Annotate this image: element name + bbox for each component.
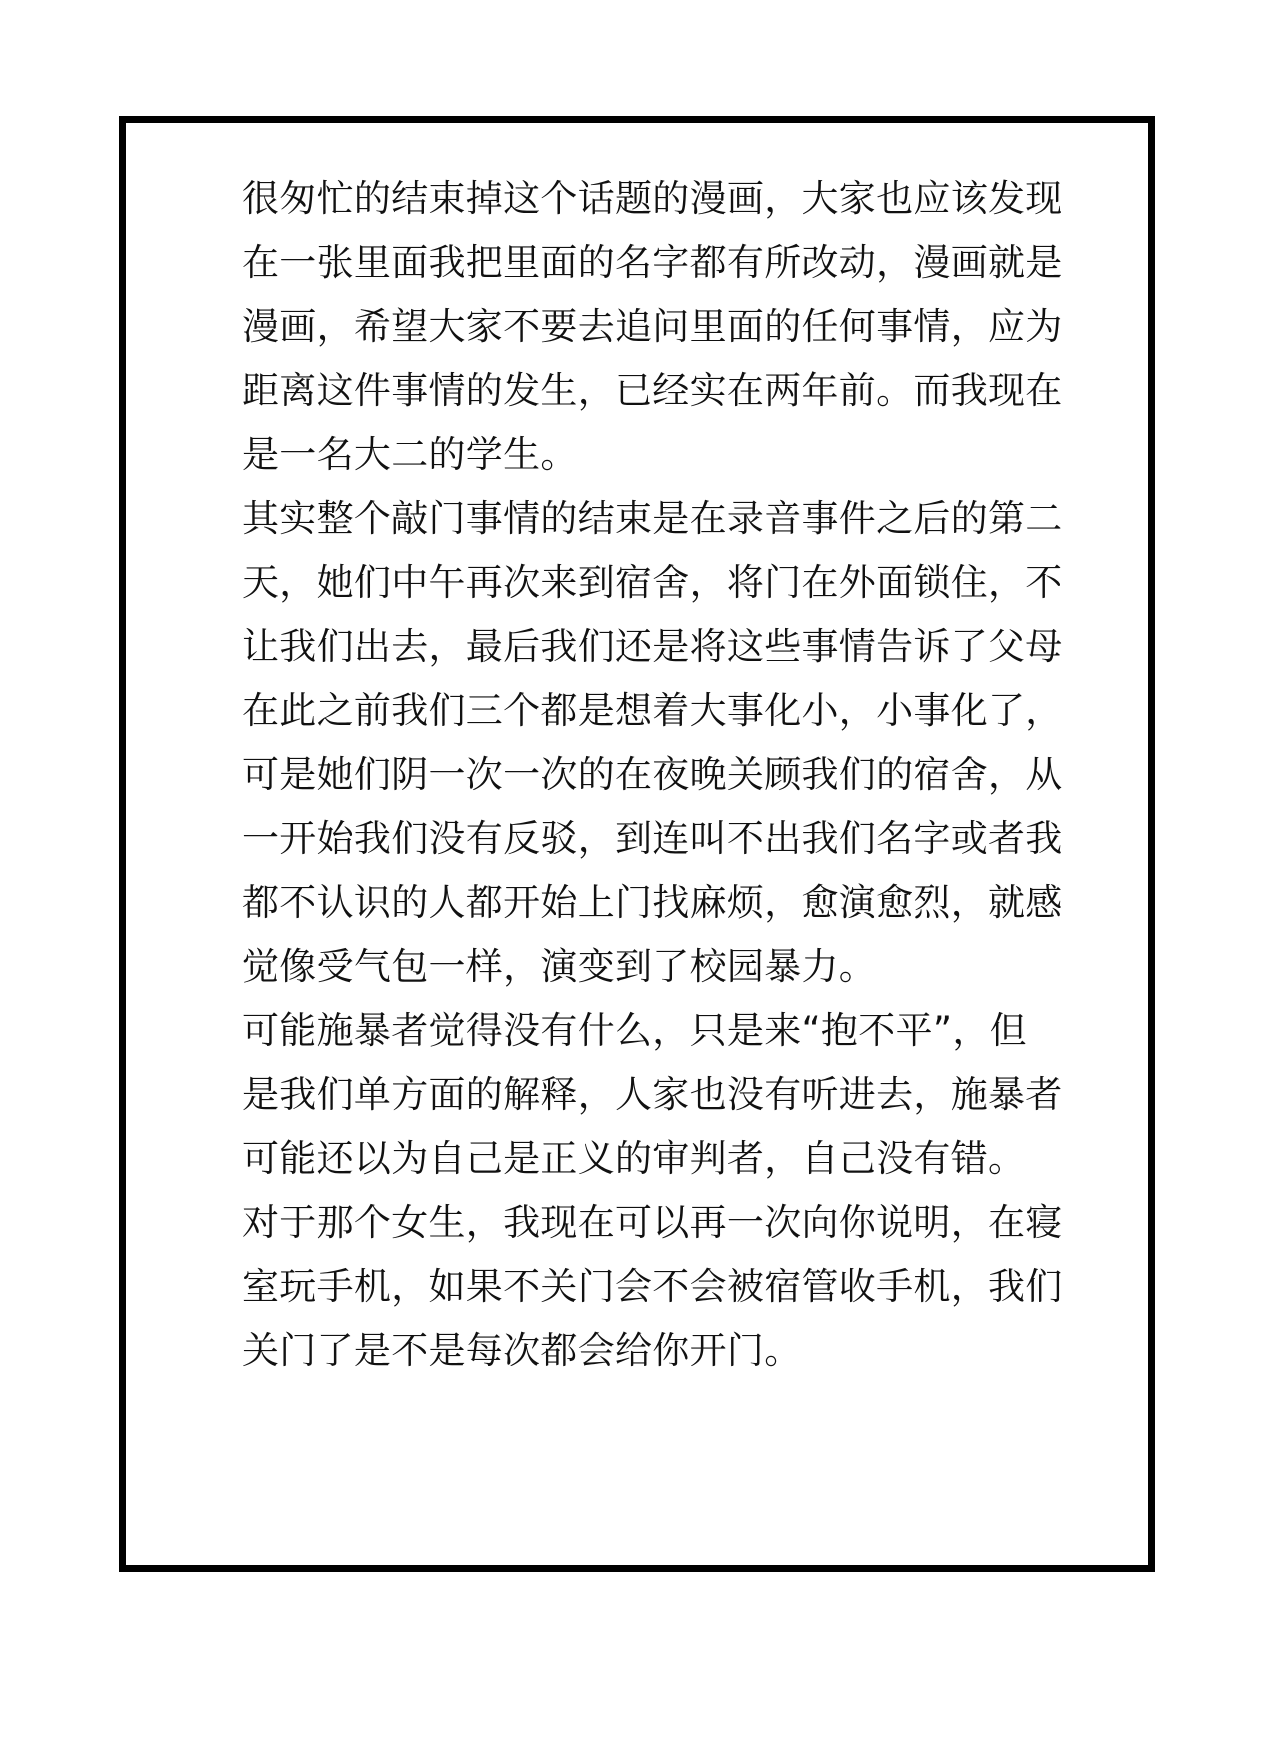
paragraph-message xyxy=(242,1191,1092,1383)
text-line: 可能施暴者觉得没有什么，只是来“抱不平”，但 xyxy=(242,1009,1027,1052)
text-line: 可能还以为自己是正义的审判者，自己没有错。 xyxy=(242,1137,1026,1180)
text-line: 让我们出去，最后我们还是将这些事情告诉了父母 xyxy=(242,625,1063,668)
text-line: 天，她们中午再次来到宿舍，将门在外面锁住，不 xyxy=(242,561,1063,604)
text-block xyxy=(242,167,1092,1383)
text-line: 在此之前我们三个都是想着大事化小，小事化了， xyxy=(242,689,1063,732)
text-line: 室玩手机，如果不关门会不会被宿管收手机，我们 xyxy=(242,1265,1063,1308)
paragraph-ending xyxy=(242,487,1092,999)
text-line: 其实整个敲门事情的结束是在录音事件之后的第二 xyxy=(242,497,1063,540)
text-line: 觉像受气包一样，演变到了校园暴力。 xyxy=(242,945,877,988)
text-line: 很匆忙的结束掉这个话题的漫画，大家也应该发现 xyxy=(242,177,1063,220)
text-line: 漫画，希望大家不要去追问里面的任何事情，应为 xyxy=(242,305,1063,348)
text-line: 可是她们阴一次一次的在夜晚关顾我们的宿舍，从 xyxy=(242,753,1063,796)
paragraph-intro xyxy=(242,167,1092,487)
text-line: 在一张里面我把里面的名字都有所改动，漫画就是 xyxy=(242,241,1063,284)
text-line: 都不认识的人都开始上门找麻烦，愈演愈烈，就感 xyxy=(242,881,1063,924)
text-line: 是我们单方面的解释，人家也没有听进去，施暴者 xyxy=(242,1073,1063,1116)
text-line: 距离这件事情的发生，已经实在两年前。而我现在 xyxy=(242,369,1063,412)
paragraph-perpetrators xyxy=(242,999,1092,1191)
comic-text-panel xyxy=(119,116,1155,1572)
text-line: 一开始我们没有反驳，到连叫不出我们名字或者我 xyxy=(242,817,1063,860)
text-line: 对于那个女生，我现在可以再一次向你说明，在寝 xyxy=(242,1201,1063,1244)
text-line: 是一名大二的学生。 xyxy=(242,433,578,476)
text-line: 关门了是不是每次都会给你开门。 xyxy=(242,1329,802,1372)
